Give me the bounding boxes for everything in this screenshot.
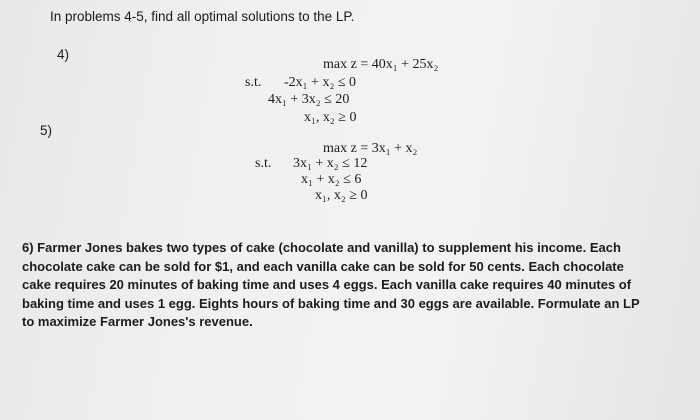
problem-4-label: 4) bbox=[57, 47, 70, 62]
intro-text: In problems 4-5, find all optimal solutions to the LP. bbox=[50, 9, 355, 24]
problem-5-label: 5) bbox=[40, 123, 53, 138]
problem-4-constraint-1: -2x₁ + x₂ ≤ 0 bbox=[284, 75, 357, 90]
problem-4-st: s.t. bbox=[245, 75, 262, 90]
problem-4-constraint-2: 4x₁ + 3x₂ ≤ 20 bbox=[268, 92, 350, 107]
problem-5-constraint-2: x₁ + x₂ ≤ 6 bbox=[301, 172, 362, 187]
problem-6-text: 6) Farmer Jones bakes two types of cake (chocolate and vanilla) to supplement his income. Each chocolate cake can be sold for $1, and each vanilla cake can be sold for 50 cents. Each chocolate cake requires 20 minutes of baking time and uses 4 eggs. Each vanilla cake requires 40 minutes of baking time and uses 1 egg. Eights hours of baking time and 30 eggs are available. Formulate an LP to maximize Farmer Jones's revenue. bbox=[22, 240, 640, 330]
problem-4-objective: max z = 40x₁ + 25x₂ bbox=[323, 57, 439, 72]
problem-5-st: s.t. bbox=[255, 156, 272, 171]
problem-5-nonneg: x₁, x₂ ≥ 0 bbox=[315, 188, 368, 203]
problem-5-constraint-1: 3x₁ + x₂ ≤ 12 bbox=[293, 156, 368, 171]
problem-5-objective: max z = 3x₁ + x₂ bbox=[323, 141, 418, 156]
problem-4-nonneg: x₁, x₂ ≥ 0 bbox=[304, 110, 357, 125]
